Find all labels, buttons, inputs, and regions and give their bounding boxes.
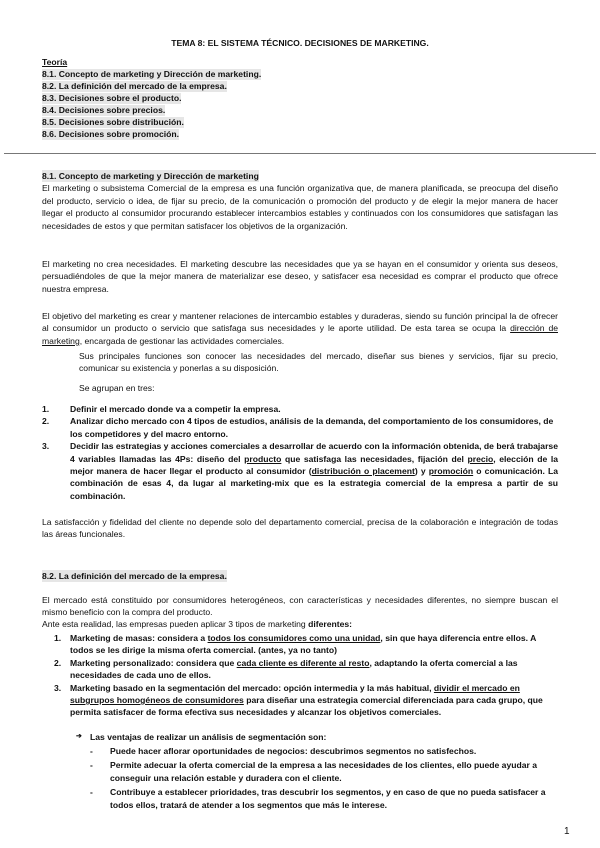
list-number: 3. [42, 441, 50, 452]
underlined-term: producto [244, 453, 282, 464]
paragraph: El marketing o subsistema Comercial de la empresa es una función organizativa que, de manera planificada, se preocupa del diseño del producto, servicio o idea, de fijar su precio, de la comunicación o promoción del producto y de elegir la mejor manera de hacer llegar el producto al consumidor procurando establecer intercambios estables y continuados con los consumidores que satisfagan las necesidades de estos y que permitan satisfacer los objetivos de la organización. [42, 183, 558, 231]
underlined-term: promoción [428, 466, 474, 477]
toc-item: 8.6. Decisiones sobre promoción. [42, 128, 180, 139]
list-text: , sin que haya diferencia entre ellos. A todos se les dirige la misma oferta comercial. (antes, ya no tanto) [70, 633, 536, 656]
advantages-heading [76, 731, 558, 743]
section-8-2 [42, 570, 558, 582]
dash-bullet: - [90, 746, 93, 756]
arrow-icon: ➔ [76, 733, 82, 740]
list-text: Contribuye a establecer prioridades, tras descubrir los segmentos, y en caso de que no pueda satisfacer a todos ellos, tratará de atender a los segmentos que más le interese. [110, 787, 546, 810]
list-item [90, 786, 558, 811]
list-number: 3. [54, 682, 62, 693]
numbered-list [42, 403, 558, 502]
section-heading: 8.2. La definición del mercado de la empresa. [42, 571, 227, 581]
numbered-list [54, 632, 558, 719]
list-item [42, 415, 558, 440]
list-text: Puede hacer aflorar oportunidades de negocios: descubrimos segmentos no satisfechos. [110, 746, 477, 756]
section-8-1 [42, 170, 558, 232]
list-number: 2. [42, 416, 50, 427]
list-item [42, 403, 558, 415]
list-text: Permite adecuar la oferta comercial de la empresa a las necesidades de los clientes, ello puede ayudar a conseguir una relación estable y duradera con el cliente. [110, 760, 538, 783]
underlined-term: dividir el mercado en subgrupos homogéneos de consumidores [70, 682, 520, 706]
section-heading: 8.1. Concepto de marketing y Dirección de marketing [42, 171, 259, 181]
list-text: Marketing de masas: considera a [70, 633, 208, 643]
toc-item: 8.2. La definición del mercado de la empresa. [42, 80, 227, 91]
list-text: o comunicación. La combinación de esas 4, da lugar al marketing-mix que es la estrategia comercial de la empresa a partir de su combinación. [70, 466, 558, 501]
document-title: TEMA 8: EL SISTEMA TÉCNICO. DECISIONES DE MARKETING. [171, 38, 429, 48]
underlined-term: precio [467, 453, 494, 464]
toc-item: 8.4. Decisiones sobre precios. [42, 104, 166, 115]
list-text: para diseñar una estrategia comercial diferenciada para cada grupo, que permita satisfacer de forma efectiva sus necesidades y alcanzar los objetivos comerciales. [70, 695, 543, 718]
list-item [54, 682, 558, 719]
paragraph-text: Ante esta realidad, las empresas pueden aplicar 3 tipos de marketing [42, 619, 309, 629]
toc-item: 8.3. Decisiones sobre el producto. [42, 92, 182, 103]
paragraph: Sus principales funciones son conocer las necesidades del mercado, diseñar sus bienes y servicios, fijar su precio, comunicar su existencia y ponerlas a su disposición. [79, 351, 558, 374]
list-item [90, 745, 558, 757]
emphasis: diferentes: [308, 619, 353, 629]
list-text: Analizar dicho mercado con 4 tipos de estudios, análisis de la demanda, del comportamiento de los consumidores, de los competidores y del macro entorno. [70, 416, 554, 439]
list-item [42, 440, 558, 502]
paragraph: Se agrupan en tres: [79, 383, 155, 393]
paragraph: La satisfacción y fidelidad del cliente no depende solo del departamento comercial, precisa de la colaboración e integración de todas las áreas funcionales. [42, 517, 558, 540]
horizontal-divider [4, 153, 596, 154]
dash-bullet: - [90, 760, 93, 771]
list-item [54, 657, 558, 682]
toc-heading: Teoría [42, 57, 68, 67]
paragraph [42, 618, 558, 630]
dash-bullet: - [90, 787, 93, 798]
list-text: , elección de la mejor manera de hacer llegar el producto al consumidor ( [70, 453, 558, 477]
list-text: Decidir las estrategias y acciones comerciales a desarrollar de acuerdo con la información obtenida, de berá trabajarse 4 variables llamadas las 4Ps: diseño del [70, 441, 558, 464]
toc-item: 8.5. Decisiones sobre distribución. [42, 116, 184, 127]
advantages-heading-text: Las ventajas de realizar un análisis de segmentación son: [90, 732, 327, 742]
toc-item: 8.1. Concepto de marketing y Dirección de marketing. [42, 68, 262, 79]
list-text: , adaptando la oferta comercial a las necesidades de cada uno de ellos. [70, 657, 518, 681]
underlined-term: todos los consumidores como una unidad [207, 633, 381, 643]
paragraph: El mercado está constituido por consumidores heterogéneos, con características y necesidades diferentes, no siempre buscan el mismo beneficio con la compra del producto. [42, 595, 558, 618]
paragraph: El marketing no crea necesidades. El marketing descubre las necesidades que ya se hayan en el consumidor y orienta sus deseos, persuadiéndoles de que la mejor manera de materializar ese deseo, y satisfacer esa necesidad es comprar el producto que ofrece nuestra empresa. [42, 259, 558, 294]
list-item [90, 759, 558, 784]
list-number: 2. [54, 657, 62, 668]
underlined-term: distribución o placement [311, 466, 415, 477]
advantages-list [90, 745, 558, 811]
list-text: que satisfaga las necesidades, fijación del [281, 453, 468, 464]
list-text: ) y [414, 466, 429, 477]
table-of-contents [42, 57, 261, 140]
list-item [54, 632, 558, 657]
list-number: 1. [54, 633, 62, 643]
list-text: Marketing basado en la segmentación del mercado: opción intermedia y la más habitual, [70, 682, 434, 693]
list-number: 1. [42, 404, 50, 414]
paragraph [42, 310, 558, 347]
underlined-term: cada cliente es diferente al resto [236, 657, 370, 668]
list-text: Marketing personalizado: considera que [70, 657, 237, 668]
list-text: Definir el mercado donde va a competir la empresa. [70, 404, 281, 414]
paragraph-text: El objetivo del marketing es crear y mantener relaciones de intercambio estables y duraderas, siendo su función principal la de ofrecer al consumidor un producto o servicio que satisfaga sus necesidades y le aporte utilidad. De esta tarea se ocupa la [42, 311, 558, 334]
paragraph-text: , encargada de gestionar las actividades comerciales. [79, 335, 285, 346]
underlined-term: dirección de marketing [42, 323, 558, 346]
page-number: 1 [564, 826, 570, 837]
